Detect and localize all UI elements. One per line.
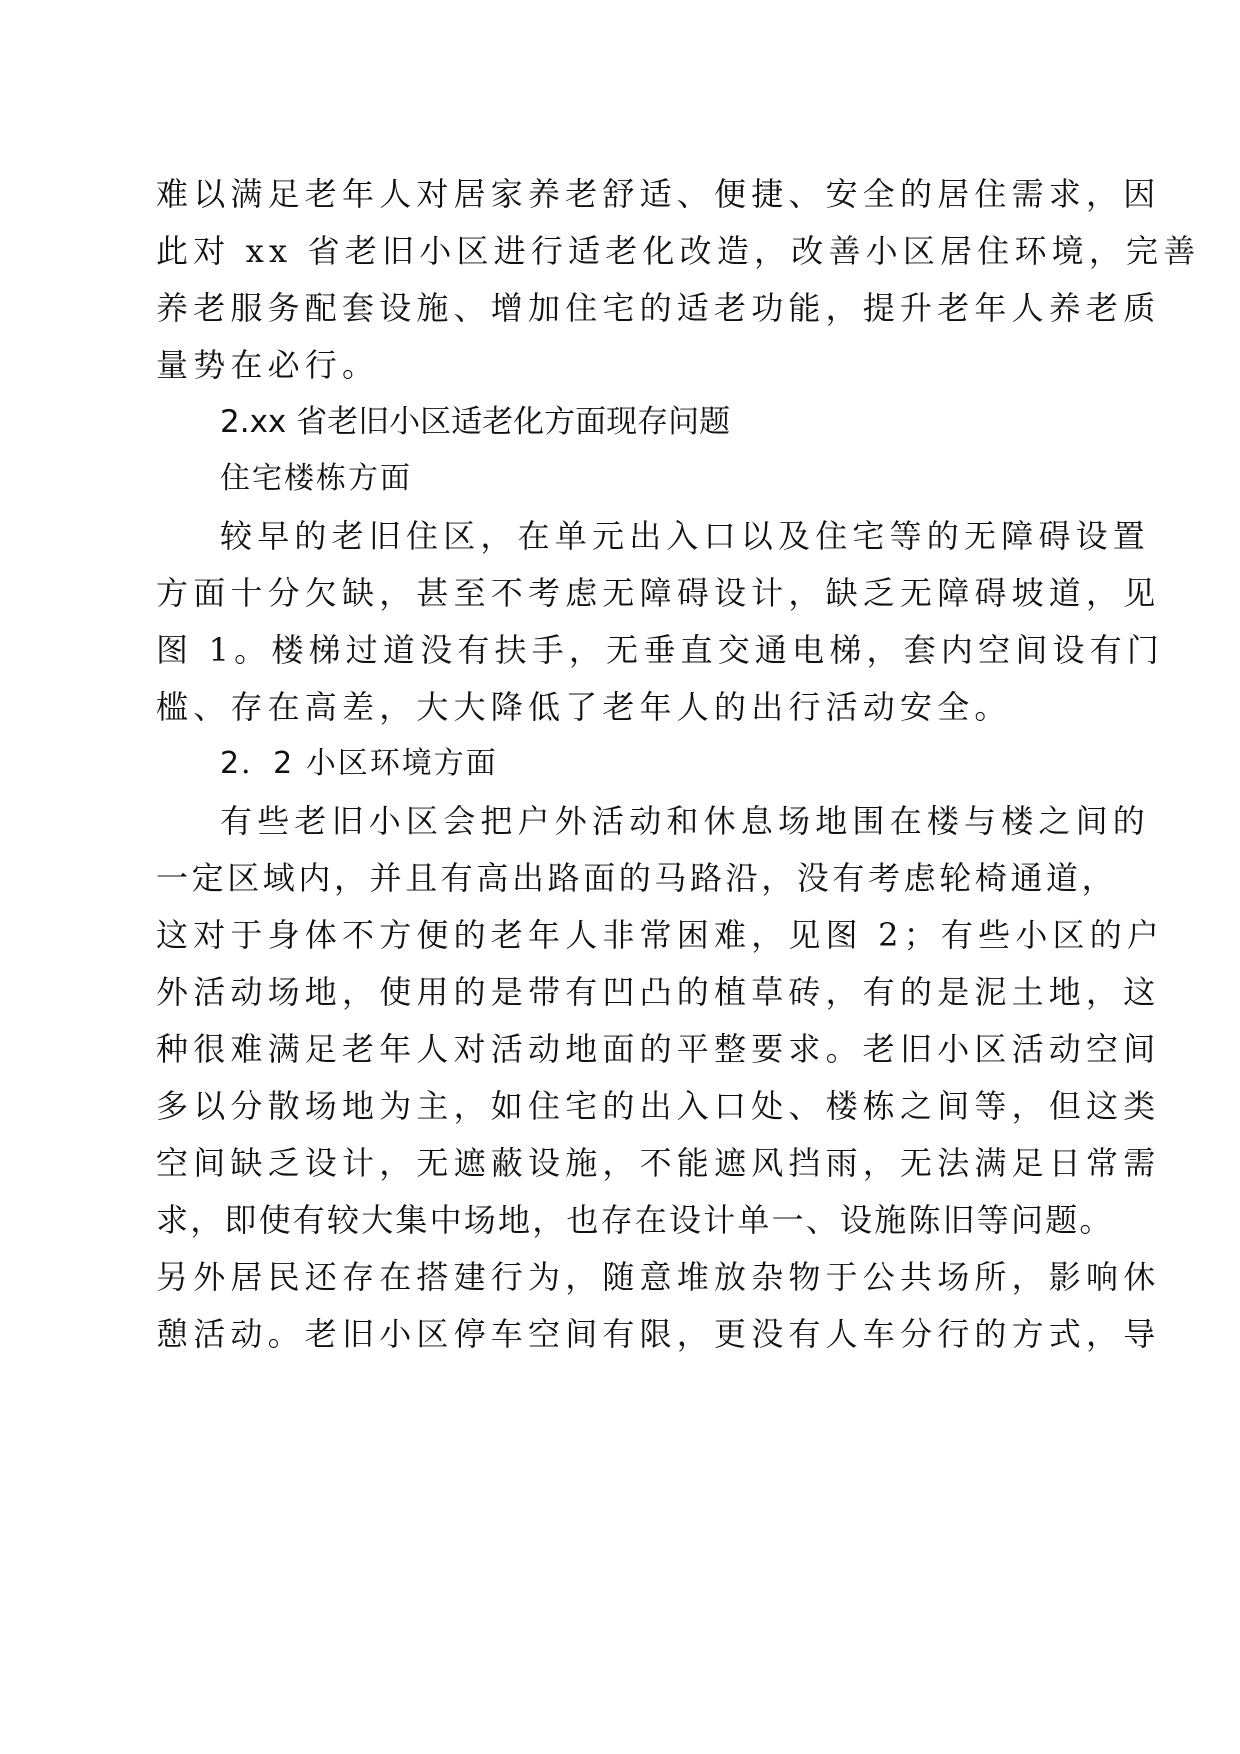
subsection-heading: 2．2 小区环境方面 [220, 746, 498, 781]
paragraph-line: 槛、存在高差，大大降低了老年人的出行活动安全。 [156, 688, 1012, 726]
paragraph-line: 较早的老旧住区，在单元出入口以及住宅等的无障碍设置 [220, 517, 1151, 555]
subsection-heading: 住宅楼栋方面 [220, 461, 412, 496]
paragraph-line: 这对于身体不方便的老年人非常困难，见图 2；有些小区的户 [156, 916, 1165, 954]
paragraph-line: 另外居民还存在搭建行为，随意堆放杂物于公共场所，影响休 [156, 1258, 1161, 1296]
paragraph-line: 方面十分欠缺，甚至不考虑无障碍设计，缺乏无障碍坡道，见 [156, 574, 1161, 612]
paragraph-line: 多以分散场地为主，如住宅的出入口处、楼栋之间等，但这类 [156, 1087, 1161, 1125]
paragraph-line: 图 1。楼梯过道没有扶手，无垂直交通电梯，套内空间设有门 [156, 631, 1165, 669]
paragraph-line: 憩活动。老旧小区停车空间有限，更没有人车分行的方式，导 [156, 1315, 1161, 1353]
paragraph-line: 求，即使有较大集中场地，也存在设计单一、设施陈旧等问题。 [156, 1201, 1114, 1239]
paragraph-line: 外活动场地，使用的是带有凹凸的植草砖，有的是泥土地，这 [156, 973, 1161, 1011]
paragraph-line: 难以满足老年人对居家养老舒适、便捷、安全的居住需求，因 [156, 175, 1161, 213]
paragraph-line: 有些老旧小区会把户外活动和休息场地围在楼与楼之间的 [220, 802, 1151, 840]
paragraph-line: 量势在必行。 [156, 346, 380, 384]
paragraph-line: 空间缺乏设计，无遮蔽设施，不能遮风挡雨，无法满足日常需 [156, 1144, 1161, 1182]
paragraph-line: 一定区域内，并且有高出路面的马路沿，没有考虑轮椅通道， [156, 859, 1118, 897]
paragraph-line: 养老服务配套设施、增加住宅的适老功能，提升老年人养老质 [156, 289, 1161, 327]
paragraph-line: 此对 xx 省老旧小区进行适老化改造，改善小区居住环境，完善 [156, 232, 1201, 270]
paragraph-line: 种很难满足老年人对活动地面的平整要求。老旧小区活动空间 [156, 1030, 1161, 1068]
section-heading: 2.xx 省老旧小区适老化方面现存问题 [220, 404, 731, 440]
